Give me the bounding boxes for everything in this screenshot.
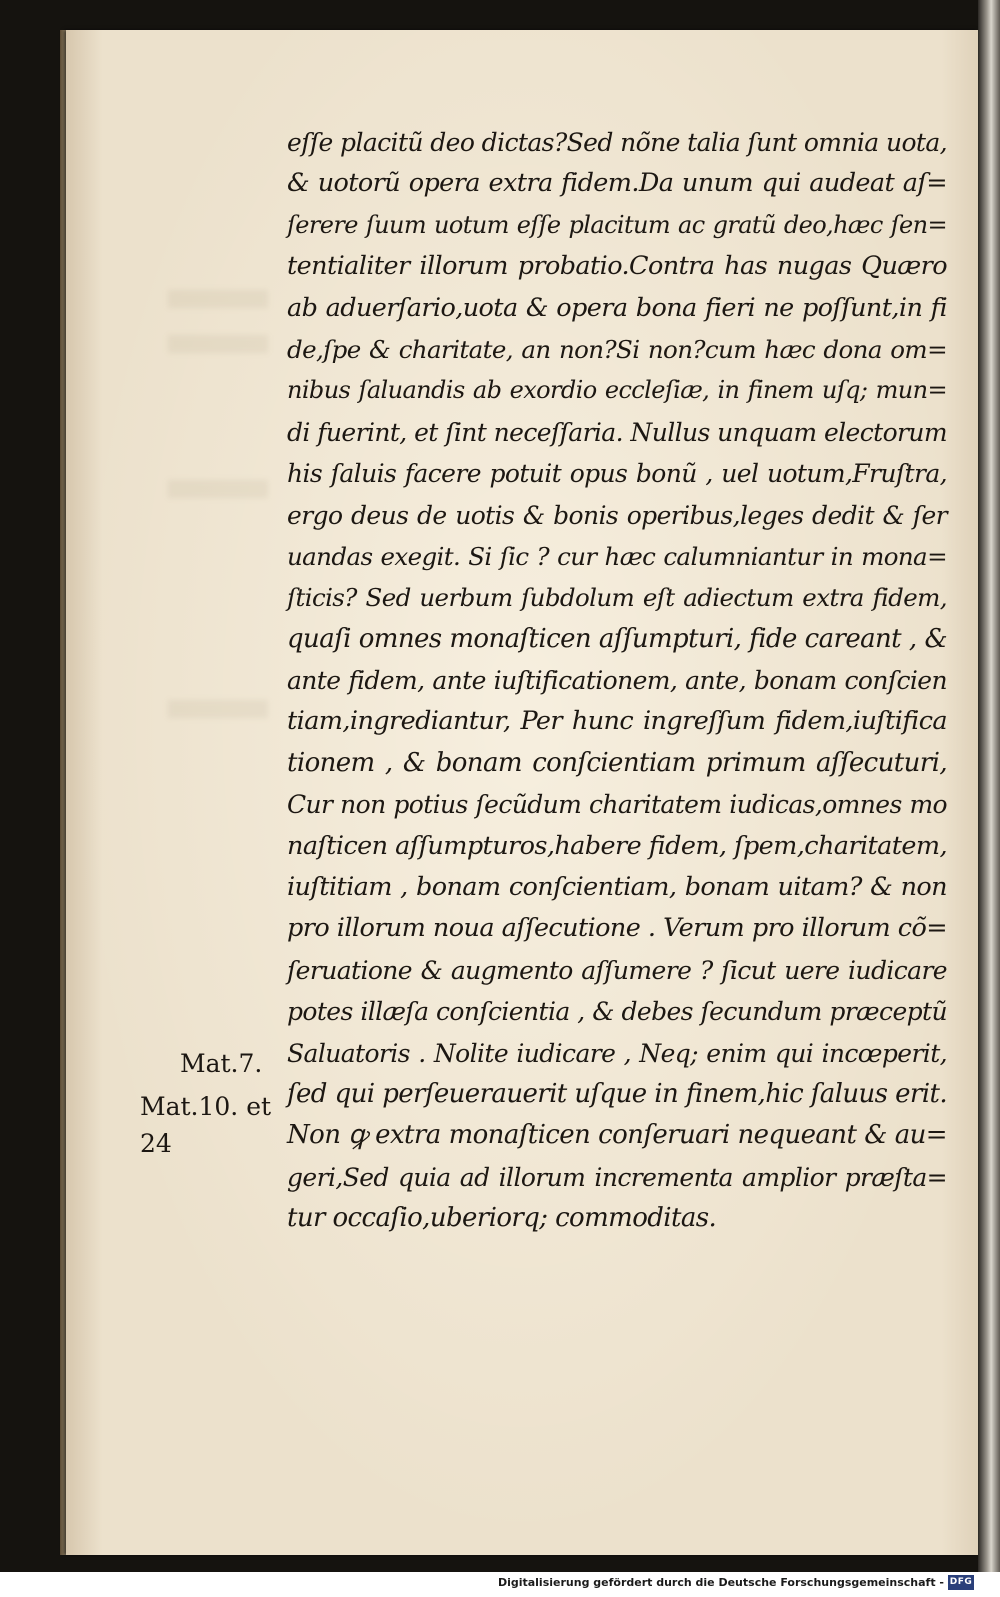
text-line: his ſaluis facere potuit opus bonũ , uel uotum,Fruſtra, [287,459,947,489]
book-fore-edge [978,0,1000,1572]
show-through-smudge [168,700,268,718]
text-line: ſticis? Sed uerbum ſubdolum eſt adiectum extra fidem, [287,583,947,613]
show-through-smudge [168,335,268,353]
text-line: ſed qui perſeuerauerit uſque in finem,hic ſaluus erit. [287,1078,947,1109]
text-line: ergo deus de uotis & bonis operibus,leges dedit & ſer [287,500,947,530]
text-line: ſeruatione & augmento aſſumere ? ſicut uere iudicare [287,955,947,985]
marginal-references [140,1042,282,1165]
text-line: ab aduerſario,uota & opera bona fieri ne poſſunt,in fi [287,292,947,323]
text-line: di fuerint, et ſint neceſſaria. Nullus unquam electorum [287,417,947,447]
show-through-smudge [168,480,268,498]
text-line: ante fidem, ante iuſtificationem, ante, bonam conſcien [287,666,947,696]
text-line: tur occaſio,uberiorq; commoditas. [287,1203,717,1234]
text-line: tiam,ingrediantur, Per hunc ingreſſum fidem,iuſtifica [287,706,947,737]
text-line: potes illæſa conſcientia , & debes ſecundum præceptũ [287,997,947,1027]
text-line: Cur non potius ſecũdum charitatem iudicas,omnes mo [287,790,947,820]
text-line: eſſe placitũ deo dictas?Sed nõne talia ſunt omnia uota, [287,128,947,157]
text-line: uandas exegit. Si ſic ? cur hæc calumniantur in mona= [287,541,947,571]
text-line: tionem , & bonam conſcientiam primum aſſecuturi, [287,747,947,778]
text-line: Non ꝙ extra monaſticen conſeruari nequeant & au= [287,1120,947,1151]
dfg-logo: DFG [948,1575,974,1590]
marginal-note-mat10: Mat.10. et [140,1092,272,1121]
text-line: ſerere ſuum uotum eſſe placitum ac gratũ deo,hæc ſen= [287,210,947,239]
digitization-footer [0,1572,1000,1597]
text-line: & uotorũ opera extra fidem.Da unum qui audeat aſ= [287,168,947,199]
text-line: Saluatoris . Nolite iudicare , Neq; enim qui incœperit, [287,1038,947,1068]
marginal-note-mat7: Mat.7. [180,1049,263,1078]
text-line: tentialiter illorum probatio.Contra has nugas Quæro [287,251,947,282]
text-line: de,ſpe & charitate, an non?Si non?cum hæc dona om= [287,334,947,364]
text-line: pro illorum noua aſſecutione . Verum pro illorum cõ= [287,913,947,944]
text-line: nibus ſaluandis ab exordio eccleſiæ, in finem uſq; mun= [287,376,947,405]
text-line: geri,Sed quia ad illorum incrementa amplior præſta= [287,1162,947,1192]
show-through-smudge [168,290,268,308]
text-line: quaſi omnes monaſticen aſſumpturi, fide careant , & [287,623,947,654]
footer-credit: Digitalisierung gefördert durch die Deutsche Forschungsgemeinschaft - [497,1576,944,1589]
text-line: naſticen aſſumpturos,habere fidem, ſpem,charitatem, [287,830,947,861]
marginal-note-24: 24 [140,1129,172,1158]
main-text-block [287,122,947,1240]
text-line: iuſtitiam , bonam conſcientiam, bonam uitam? & non [287,872,947,903]
